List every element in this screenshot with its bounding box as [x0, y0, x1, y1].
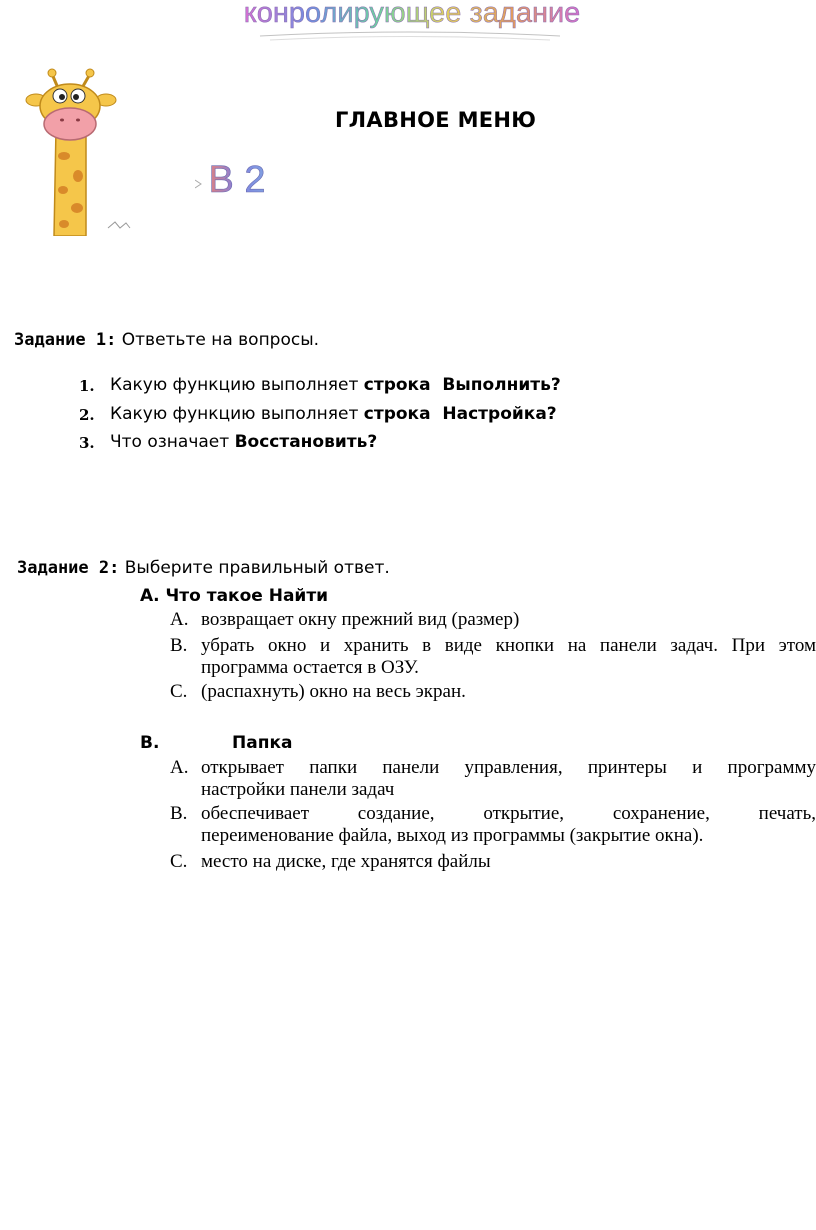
task1-questions	[79, 375, 639, 465]
list-item	[170, 635, 816, 679]
task2-heading	[17, 558, 390, 578]
subsection-a-options	[170, 609, 816, 705]
task2-label: Задание 2:	[17, 558, 120, 578]
question-emphasis: Восстановить?	[234, 432, 378, 452]
question-number: 3.	[79, 434, 95, 452]
option-text: (распахнуть) окно на весь экран.	[201, 681, 466, 702]
wordart-text: конролирующее задание	[243, 0, 581, 29]
question-number: 2.	[79, 406, 95, 424]
option-text-continued: настройки панели задач	[201, 779, 395, 800]
task1-label: Задание 1:	[14, 330, 117, 350]
option-text: возвращает окну прежний вид (размер)	[201, 609, 520, 630]
question-text: Какую функцию выполняет	[110, 404, 364, 424]
task1-instruction: Ответьте на вопросы.	[121, 330, 320, 350]
question-text: Какую функцию выполняет	[110, 375, 364, 395]
subsection-b-options	[170, 757, 816, 877]
option-text-continued: программа остается в ОЗУ.	[201, 657, 419, 678]
option-text: обеспечивает создание, открытие, сохранение, печать,	[201, 803, 816, 824]
giraffe-illustration	[20, 68, 140, 236]
option-letter: C.	[170, 681, 188, 702]
variant-label	[195, 150, 275, 206]
option-text: место на диске, где хранятся файлы	[201, 851, 491, 872]
list-item	[170, 851, 816, 873]
task2-instruction: Выберите правильный ответ.	[124, 558, 390, 578]
list-item	[170, 609, 816, 631]
option-letter: A.	[170, 609, 189, 630]
main-title: ГЛАВНОЕ МЕНЮ	[335, 108, 537, 132]
option-letter: C.	[170, 851, 188, 872]
list-item	[170, 757, 816, 801]
subsection-a-heading: А. Что такое Найти	[140, 586, 329, 606]
option-text: открывает папки панели управления, принтеры и программу	[201, 757, 816, 778]
variant-text: В 2	[208, 159, 266, 201]
option-text-continued: переименование файла, выход из программы (закрытие окна).	[201, 825, 704, 846]
option-letter: B.	[170, 635, 188, 656]
option-letter: B.	[170, 803, 188, 824]
list-item	[170, 681, 816, 703]
subsection-b-title: Папка	[232, 733, 293, 753]
option-letter: A.	[170, 757, 189, 778]
list-item	[170, 803, 816, 847]
task1-heading	[14, 330, 319, 350]
question-emphasis: строка Настройка?	[363, 404, 557, 424]
option-text: убрать окно и хранить в виде кнопки на панели задач. При этом	[201, 635, 816, 656]
question-emphasis: строка Выполнить?	[363, 375, 561, 395]
subsection-b-letter: В.	[140, 733, 160, 753]
question-text: Что означает	[110, 432, 235, 452]
wordart-title	[220, 0, 600, 42]
question-number: 1.	[79, 377, 95, 395]
